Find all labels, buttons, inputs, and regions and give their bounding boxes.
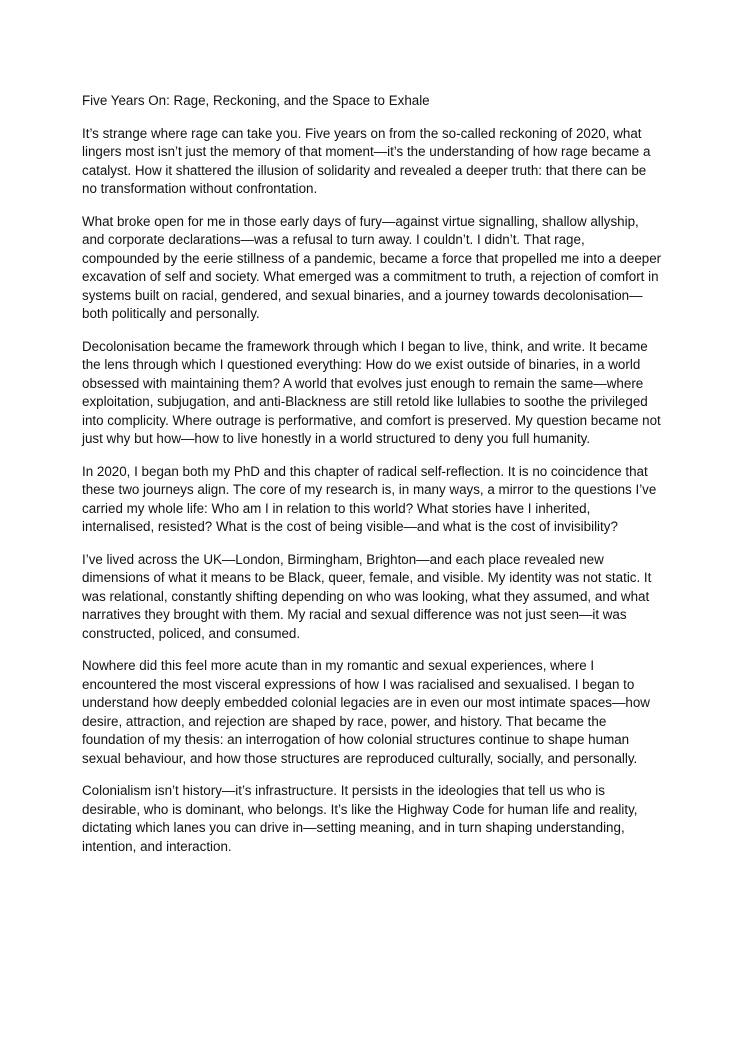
paragraph-4: In 2020, I began both my PhD and this chapter of radical self-reflection. It is no coincidence that these two journeys align. The core of my research is, in many ways, a mirror to the questions I’ve carried my whole life: Who am I in relation to this world? What stories have I inherited, internalised, resisted? What is the cost of being visible—and what is the cost of invisibility? (82, 463, 657, 534)
paragraph-1: It’s strange where rage can take you. Five years on from the so-called reckoning of 2020, what lingers most isn’t just the memory of that moment—it’s the understanding of how rage became a catalyst. How it shattered the illusion of solidarity and revealed a deeper truth: that there can be no transformation without confrontation. (82, 125, 651, 196)
paragraph-7: Colonialism isn’t history—it’s infrastructure. It persists in the ideologies that tell us who is desirable, who is dominant, who belongs. It’s like the Highway Code for human life and reality, dictating which lanes you can drive in—setting meaning, and in turn shaping understanding, intention, and interaction. (82, 783, 638, 854)
paragraph-2: What broke open for me in those early days of fury—against virtue signalling, shallow allyship, and corporate declarations—was a refusal to turn away. I couldn’t. I didn’t. That rage, compounded by the eerie stillness of a pandemic, became a force that propelled me into a deeper excavation of self and society. What emerged was a commitment to truth, a rejection of comfort in systems built on racial, gendered, and sexual binaries, and a journey towards decolonisation—both politically and personally. (82, 213, 662, 321)
document-title: Five Years On: Rage, Reckoning, and the Space to Exhale (82, 93, 430, 108)
paragraph-3: Decolonisation became the framework through which I began to live, think, and write. It became the lens through which I questioned everything: How do we exist outside of binaries, in a world obsessed with maintaining them? A world that evolves just enough to remain the same—where exploitation, subjugation, and anti-Blackness are still retold like lullabies to soothe the privileged into complicity. Where outrage is performative, and comfort is preserved. My question became not just why but how—how to live honestly in a world structured to deny you full humanity. (82, 338, 661, 446)
document-page (82, 92, 662, 870)
paragraph-5: I’ve lived across the UK—London, Birmingham, Brighton—and each place revealed new dimensions of what it means to be Black, queer, female, and visible. My identity was not static. It was relational, constantly shifting depending on who was looking, what they assumed, and what narratives they brought with them. My racial and sexual difference was not just seen—it was constructed, policed, and consumed. (82, 551, 652, 641)
paragraph-6: Nowhere did this feel more acute than in my romantic and sexual experiences, where I encountered the most visceral expressions of how I was racialised and sexualised. I began to understand how deeply embedded colonial legacies are in even our most intimate spaces—how desire, attraction, and rejection are shaped by race, power, and history. That became the foundation of my thesis: an interrogation of how colonial structures continue to shape human sexual behaviour, and how those structures are reproduced culturally, socially, and personally. (82, 658, 650, 766)
